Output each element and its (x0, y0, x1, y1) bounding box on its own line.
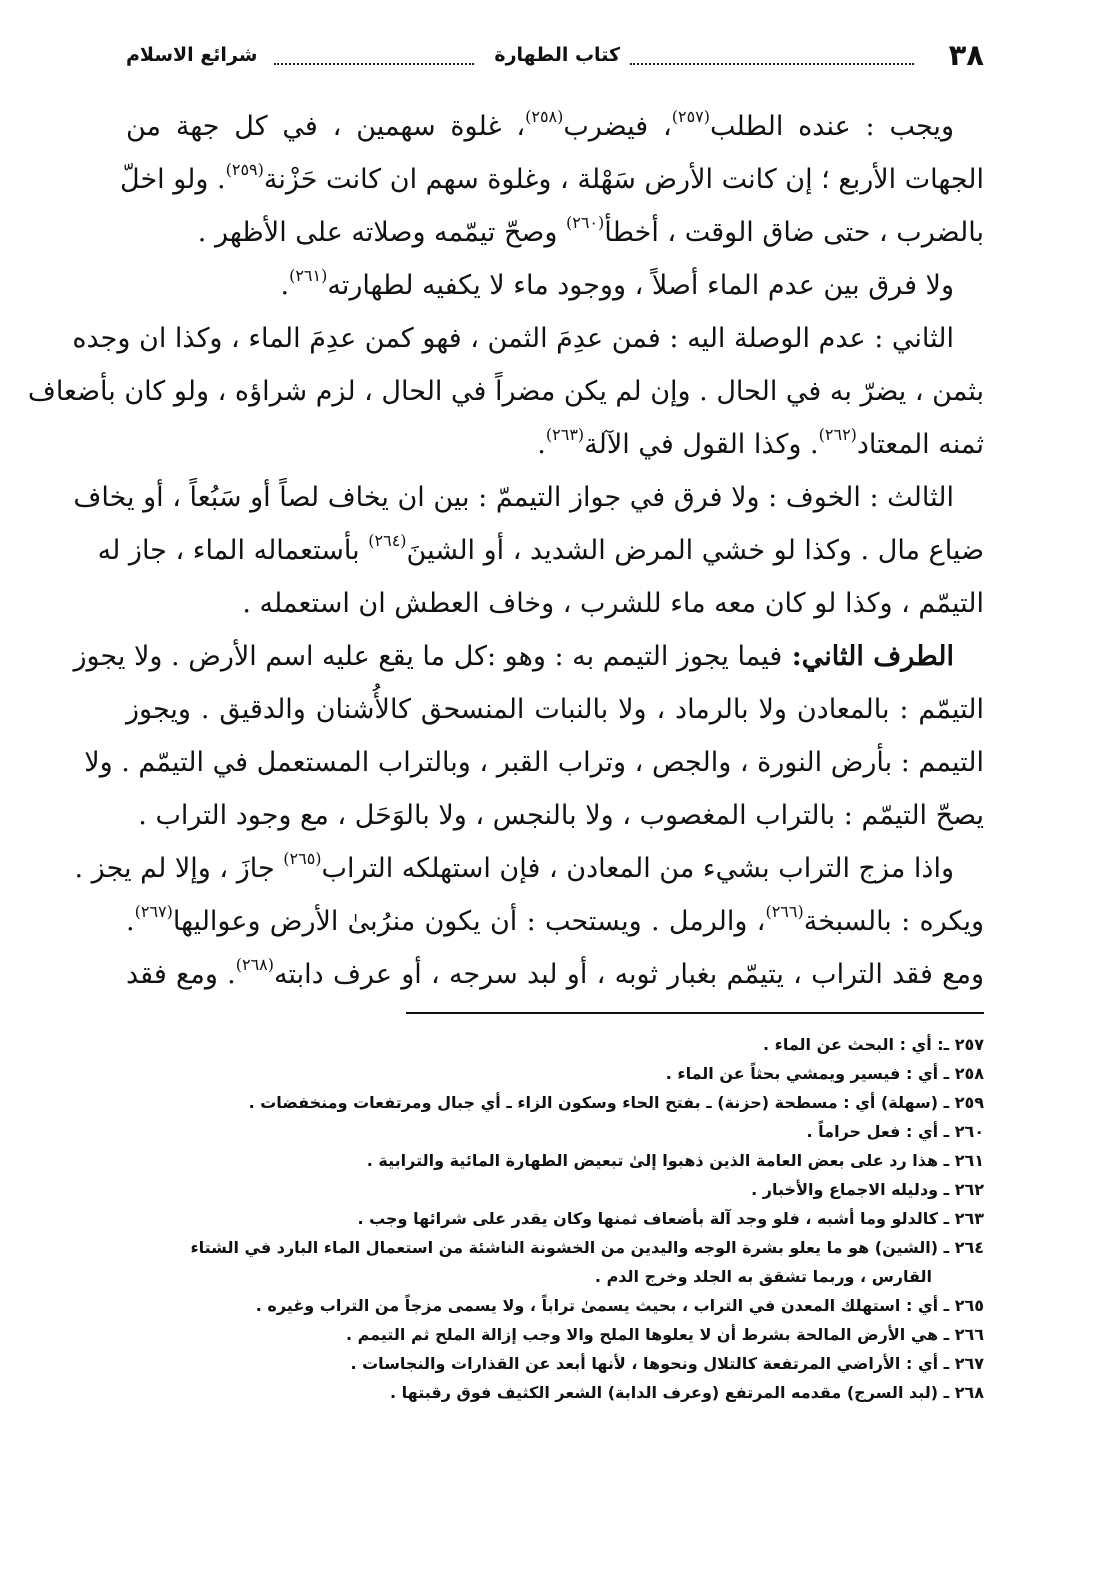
body-line (74, 842, 984, 895)
footnote-ref: (٢٦٣) (545, 425, 585, 444)
footnote-separator (406, 1012, 984, 1014)
footnote-ref: (٢٦٧) (134, 902, 173, 921)
body-text-run: . ولو اخلّ (120, 164, 226, 195)
body-text-run: بأستعماله الماء ، جاز له (97, 535, 369, 566)
body-text-run: التيمّم : بالمعادن ولا بالرماد ، ولا بالنبات المنسحق كالأُشنان والدقيق . ويجوز (126, 694, 984, 725)
body-text-run: الجهات الأربع ؛ إن كانت الأرض سَهْلة ، وغلوة سهم ان كانت حَزْنة (263, 164, 984, 195)
body-text-run: . وكذا القول في الآلة (584, 429, 819, 460)
body-text-run: الثاني : عدم الوصلة اليه : فمن عدِمَ الثمن ، فهو كمن عدِمَ الماء ، وكذا ان وجده (72, 323, 954, 354)
body-text-run: ثمنه المعتاد (856, 429, 984, 460)
page-number: ٣٨ (948, 38, 984, 72)
footnote-ref: (٢٦٠) (565, 213, 605, 232)
footnote: ٢٦٥ ـ أي : استهلك المعدن في التراب ، بحيث يسمىٰ تراباً ، ولا يسمى مزجاً من التراب وغيره . (255, 1296, 984, 1315)
body-text-run: . (280, 270, 290, 301)
body-text-run: ضياع مال . وكذا لو خشي المرض الشديد ، أو الشينَ (406, 535, 984, 566)
body-text-run: فيما يجوز التيمم به : وهو :كل ما يقع عليه اسم الأرض . ولا يجوز (73, 641, 783, 672)
body-text-run: ومع فقد التراب ، يتيمّم بغبار ثوبه ، أو لبد سرجه ، أو عرف دابته (274, 959, 984, 990)
body-line (126, 948, 984, 1001)
footnote: ٢٦١ ـ هذا رد على بعض العامة الذين ذهبوا إلىٰ تبعيض الطهارة المائية والترابية . (366, 1151, 984, 1170)
footnote-ref: (٢٦٤) (368, 531, 407, 550)
body-text-run: ويجب : عنده الطلب (710, 111, 954, 142)
footnotes (126, 1030, 984, 1407)
footnote: ٢٦٦ ـ هي الأرض المالحة بشرط أن لا يعلوها الملح والا وجب إزالة الملح ثم التيمم . (345, 1325, 984, 1344)
body-text-run: بالضرب ، حتى ضاق الوقت ، أخطأ (604, 217, 984, 248)
footnote-ref: (٢٦٥) (283, 849, 322, 868)
footnote: ٢٦٨ ـ (لبد السرج) مقدمه المرتفع (وعرف الدابة) الشعر الكثيف فوق رقبتها . (389, 1383, 984, 1402)
body-text-run: ولا فرق بين عدم الماء أصلاً ، ووجود ماء لا يكفيه لطهارته (327, 270, 954, 301)
body-line (126, 577, 984, 630)
body-text-run: يصحّ التيمّم : بالتراب المغصوب ، ولا بالنجس ، ولا بالوَحَل ، مع وجود التراب . (138, 800, 984, 831)
footnote: ٢٦٤ ـ (الشين) هو ما يعلو بشرة الوجه واليدين من الخشونة الناشئة من استعمال الماء البارد في الشتاء (190, 1238, 984, 1257)
body-text-run: التيمم : بأرض النورة ، والجص ، وتراب القبر ، وبالتراب المستعمل في التيمّم . ولا (84, 747, 984, 778)
body-text-run: . (126, 906, 135, 937)
body-line (126, 789, 984, 842)
footnote: ٢٥٨ ـ أي : فيسير ويمشي بحثاً عن الماء . (665, 1064, 984, 1083)
footnote-ref: (٢٦١) (289, 266, 328, 285)
body-text-run: ، غلوة سهمين ، في كل جهة من (126, 111, 526, 142)
footnote-ref: (٢٦٦) (765, 902, 804, 921)
body-line (126, 683, 984, 736)
chapter-title: كتاب الطهارة (494, 44, 620, 66)
book-title: شرائع الاسلام (126, 44, 258, 66)
body-line (72, 312, 984, 365)
footnote-ref: (٢٦٢) (818, 425, 857, 444)
body-line (97, 524, 984, 577)
body-text-run: بثمن ، يضرّ به في الحال . وإن لم يكن مضراً في الحال ، لزم شراؤه ، ولو كان بأضعاف (27, 376, 984, 407)
body-line (126, 418, 984, 471)
body-text-run: جازَ ، وإلا لم يجز . (74, 853, 284, 884)
body-line (126, 259, 984, 312)
footnote: ٢٥٩ ـ (سهلة) أي : مسطحة (حزنة) ـ بفتح الحاء وسكون الزاء ـ أي جبال ومرتفعات ومنخفضات . (248, 1093, 984, 1112)
body-line (126, 100, 984, 153)
header-dot-leader (630, 63, 914, 65)
body-text (27, 100, 984, 1001)
body-text-run: واذا مزج التراب بشيء من المعادن ، فإن استهلكه التراب (321, 853, 954, 884)
footnote-ref: (٢٥٨) (525, 107, 564, 126)
body-line (120, 153, 984, 206)
body-text-run: . (537, 429, 546, 460)
footnote-ref: (٢٥٧) (671, 107, 710, 126)
body-line (126, 895, 984, 948)
body-text-run: وصحّ تيمّمه وصلاته على الأظهر . (197, 217, 566, 248)
body-line (73, 471, 984, 524)
footnote-ref: (٢٥٩) (225, 160, 264, 179)
running-header (126, 38, 984, 84)
body-line (84, 736, 984, 789)
body-text-run: ، فيضرب (563, 111, 672, 142)
body-text-run: ، والرمل . ويستحب : أن يكون منرُبیٰ الأرض وعواليها (172, 906, 766, 937)
footnote-ref: (٢٦٨) (235, 955, 275, 974)
body-text-run: الثالث : الخوف : ولا فرق في جواز التيممّ : بين ان يخاف لصاً أو سَبُعاً ، أو يخاف (73, 482, 954, 513)
footnote: ٢٦٧ ـ أي : الأراضي المرتفعة كالتلال ونحوها ، لأنها أبعد عن القذارات والنجاسات . (350, 1354, 984, 1373)
body-text-run: ويكره : بالسبخة (803, 906, 984, 937)
body-line (73, 630, 984, 683)
body-text-run: التيمّم ، وكذا لو كان معه ماء للشرب ، وخاف العطش ان استعمله . (242, 588, 984, 619)
header-dot-leader (274, 63, 474, 65)
footnote: ٢٥٧ ـ: أي : البحث عن الماء . (762, 1035, 984, 1054)
body-text-run: . ومع فقد (126, 959, 236, 990)
body-line (126, 206, 984, 259)
body-line (27, 365, 984, 418)
footnote: ٢٦٢ ـ ودليله الاجماع والأخبار . (751, 1180, 984, 1199)
footnote: ٢٦٠ ـ أي : فعل حراماً . (806, 1122, 984, 1141)
footnote: ٢٦٣ ـ كالدلو وما أشبه ، فلو وجد آلة بأضعاف ثمنها وكان يقدر على شرائها وجب . (357, 1209, 984, 1228)
section-heading: الطرف الثاني: (782, 641, 954, 672)
footnote: القارس ، وربما تشقق به الجلد وخرج الدم . (594, 1267, 932, 1286)
